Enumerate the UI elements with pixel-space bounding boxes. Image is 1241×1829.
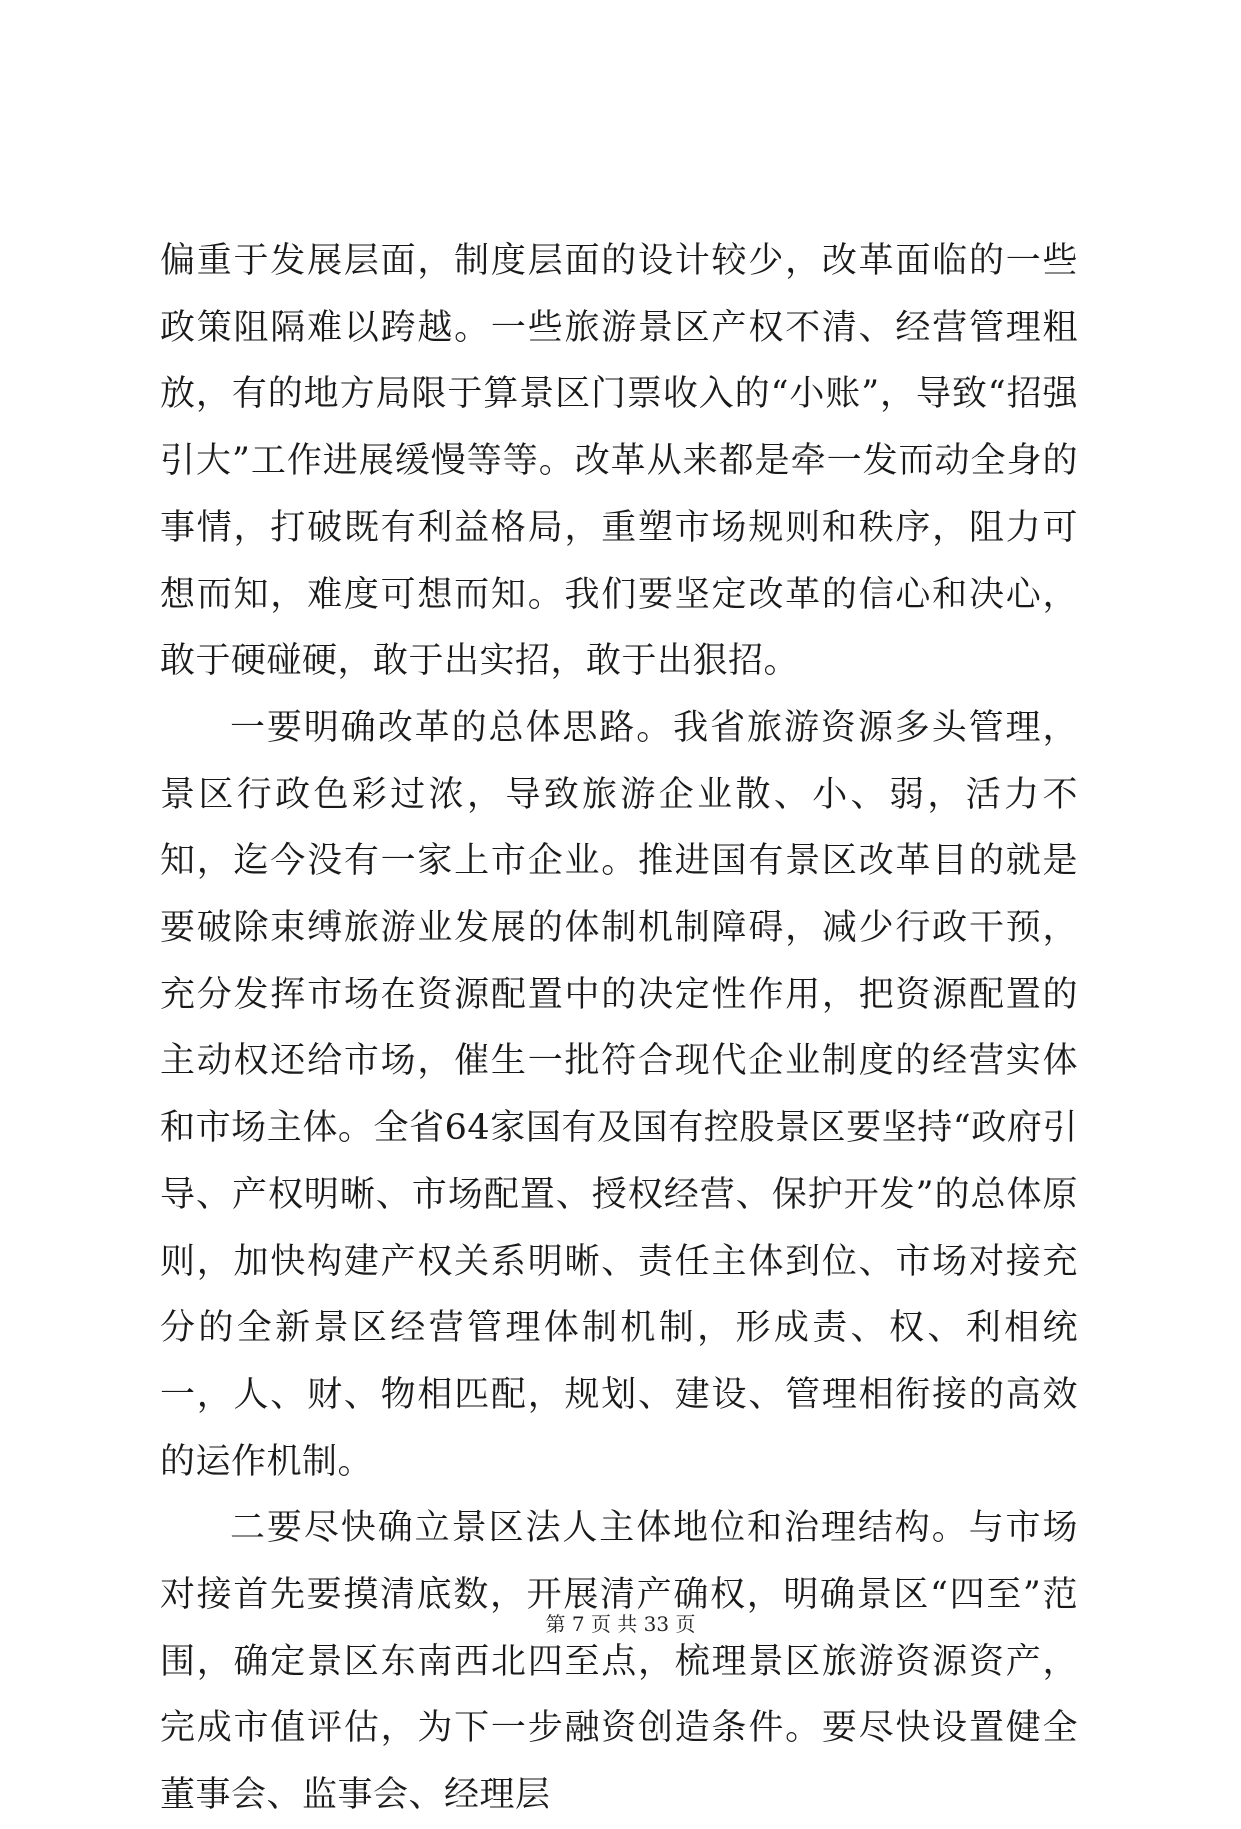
page-number-footer: 第 7 页 共 33 页 [545,1612,696,1636]
paragraph-legal-entity: 二要尽快确立景区法人主体地位和治理结构。与市场对接首先要摸清底数，开展清产确权，明确景区“四至”范围，确定景区东南西北四至点，梳理景区旅游资源资产，完成市值评估，为下一步融资创造条件。要尽快设置健全董事会、监事会、经理层 [160,1508,1078,1816]
document-body [160,228,1078,1829]
paragraph-continuation: 偏重于发展层面，制度层面的设计较少，改革面临的一些政策阻隔难以跨越。一些旅游景区产权不清、经营管理粗放，有的地方局限于算景区门票收入的“小账”，导致“招强引大”工作进展缓慢等等。改革从来都是牵一发而动全身的事情，打破既有利益格局，重塑市场规则和秩序，阻力可想而知，难度可想而知。我们要坚定改革的信心和决心，敢于硬碰硬，敢于出实招，敢于出狠招。 [160,241,1078,682]
paragraph-overall-approach: 一要明确改革的总体思路。我省旅游资源多头管理，景区行政色彩过浓，导致旅游企业散、小、弱，活力不知，迄今没有一家上市企业。推进国有景区改革目的就是要破除束缚旅游业发展的体制机制障碍，减少行政干预，充分发挥市场在资源配置中的决定性作用，把资源配置的主动权还给市场，催生一批符合现代企业制度的经营实体和市场主体。全省64家国有及国有控股景区要坚持“政府引导、产权明晰、市场配置、授权经营、保护开发”的总体原则，加快构建产权关系明晰、责任主体到位、市场对接充分的全新景区经营管理体制机制，形成责、权、利相统一，人、财、物相匹配，规划、建设、管理相衔接的高效的运作机制。 [160,707,1078,1482]
